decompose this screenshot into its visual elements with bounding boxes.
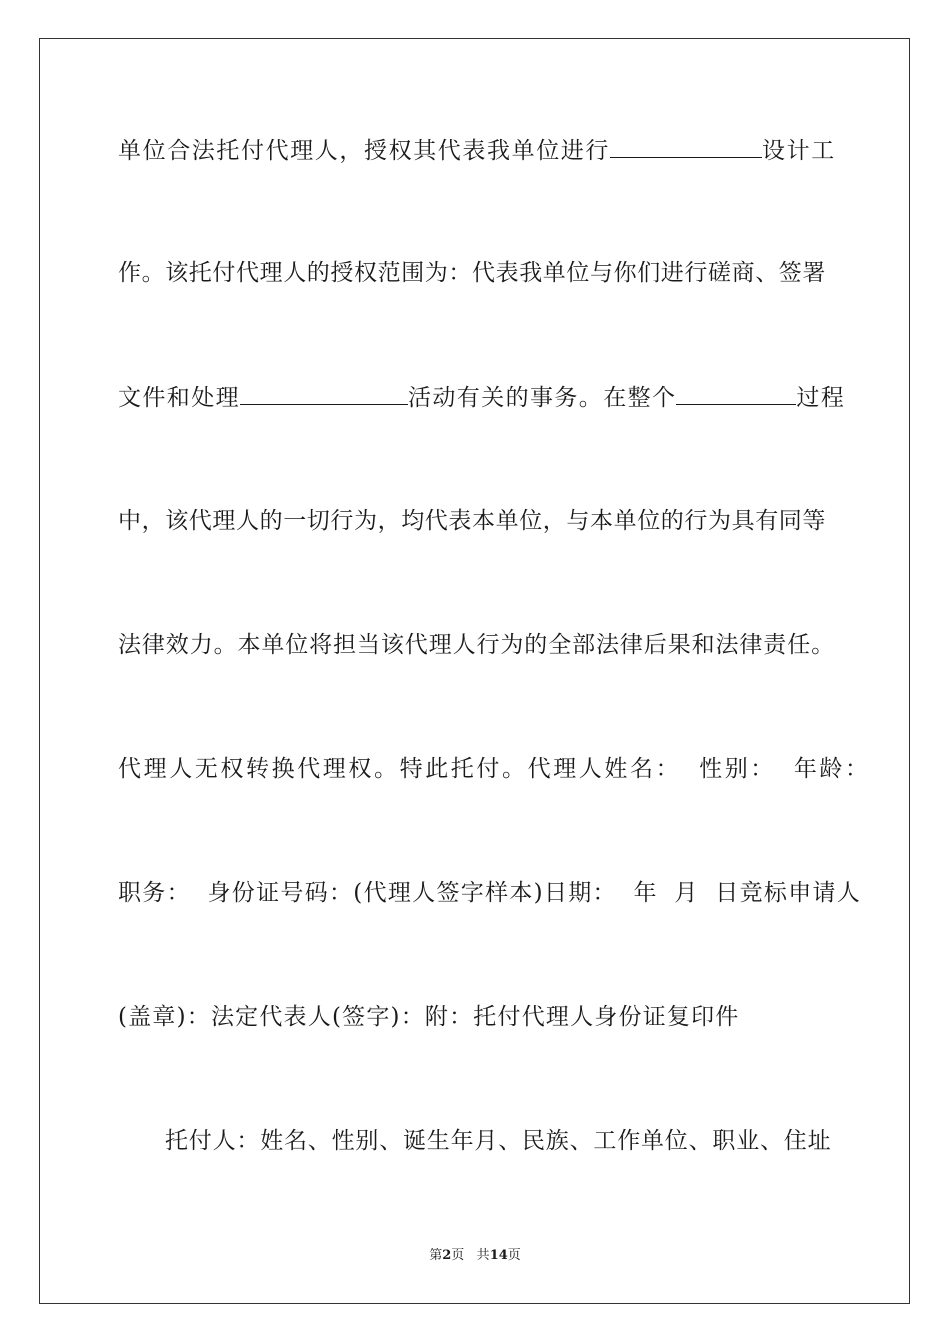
text-line-4 xyxy=(118,506,834,536)
line4-text: 中，该代理人的一切行为，均代表本单位，与本单位的行为具有同等 xyxy=(118,508,826,534)
line2-text: 作。该托付代理人的授权范围为：代表我单位与你们进行磋商、签署 xyxy=(118,260,826,286)
line1-text-a: 单位合法托付代理人，授权其代表我单位进行 xyxy=(118,138,610,164)
fill-blank-design xyxy=(610,135,762,158)
line5-text: 法律效力。本单位将担当该代理人行为的全部法律后果和法律责任。 xyxy=(118,632,835,658)
text-line-1 xyxy=(118,135,834,165)
footer-page-number: 2 xyxy=(442,1248,452,1263)
page-footer xyxy=(0,1247,950,1265)
text-line-8 xyxy=(118,1002,834,1032)
line3-text-a: 文件和处理 xyxy=(118,385,240,411)
text-line-5 xyxy=(118,630,834,660)
line8-text: (盖章)：法定代表人(签字)：附：托付代理人身份证复印件 xyxy=(118,1004,740,1030)
page-frame xyxy=(39,38,910,1304)
text-line-7 xyxy=(118,878,862,908)
line7-text: 职务： 身份证号码：(代理人签字样本)日期： 年 月 日竞标申请人 xyxy=(118,880,862,906)
line9-text: 托付人：姓名、性别、诞生年月、民族、工作单位、职业、住址 xyxy=(165,1128,832,1154)
text-line-9 xyxy=(165,1126,835,1156)
line1-text-b: 设计工 xyxy=(762,138,836,164)
line3-text-c: 过程 xyxy=(796,385,846,411)
footer-total-prefix: 共 xyxy=(476,1248,490,1263)
fill-blank-activity xyxy=(240,382,408,405)
footer-page-prefix: 第 xyxy=(429,1248,443,1263)
line3-text-b: 活动有关的事务。在整个 xyxy=(408,385,677,411)
text-line-6 xyxy=(118,754,871,784)
line6-text: 代理人无权转换代理权。特此托付。代理人姓名： 性别： 年龄： xyxy=(118,756,871,782)
footer-total-suffix: 页 xyxy=(507,1248,521,1263)
fill-blank-process xyxy=(676,382,796,405)
text-line-2 xyxy=(118,258,834,288)
footer-page-suffix: 页 xyxy=(451,1248,465,1263)
footer-total-pages: 14 xyxy=(489,1248,508,1263)
text-line-3 xyxy=(118,382,846,412)
